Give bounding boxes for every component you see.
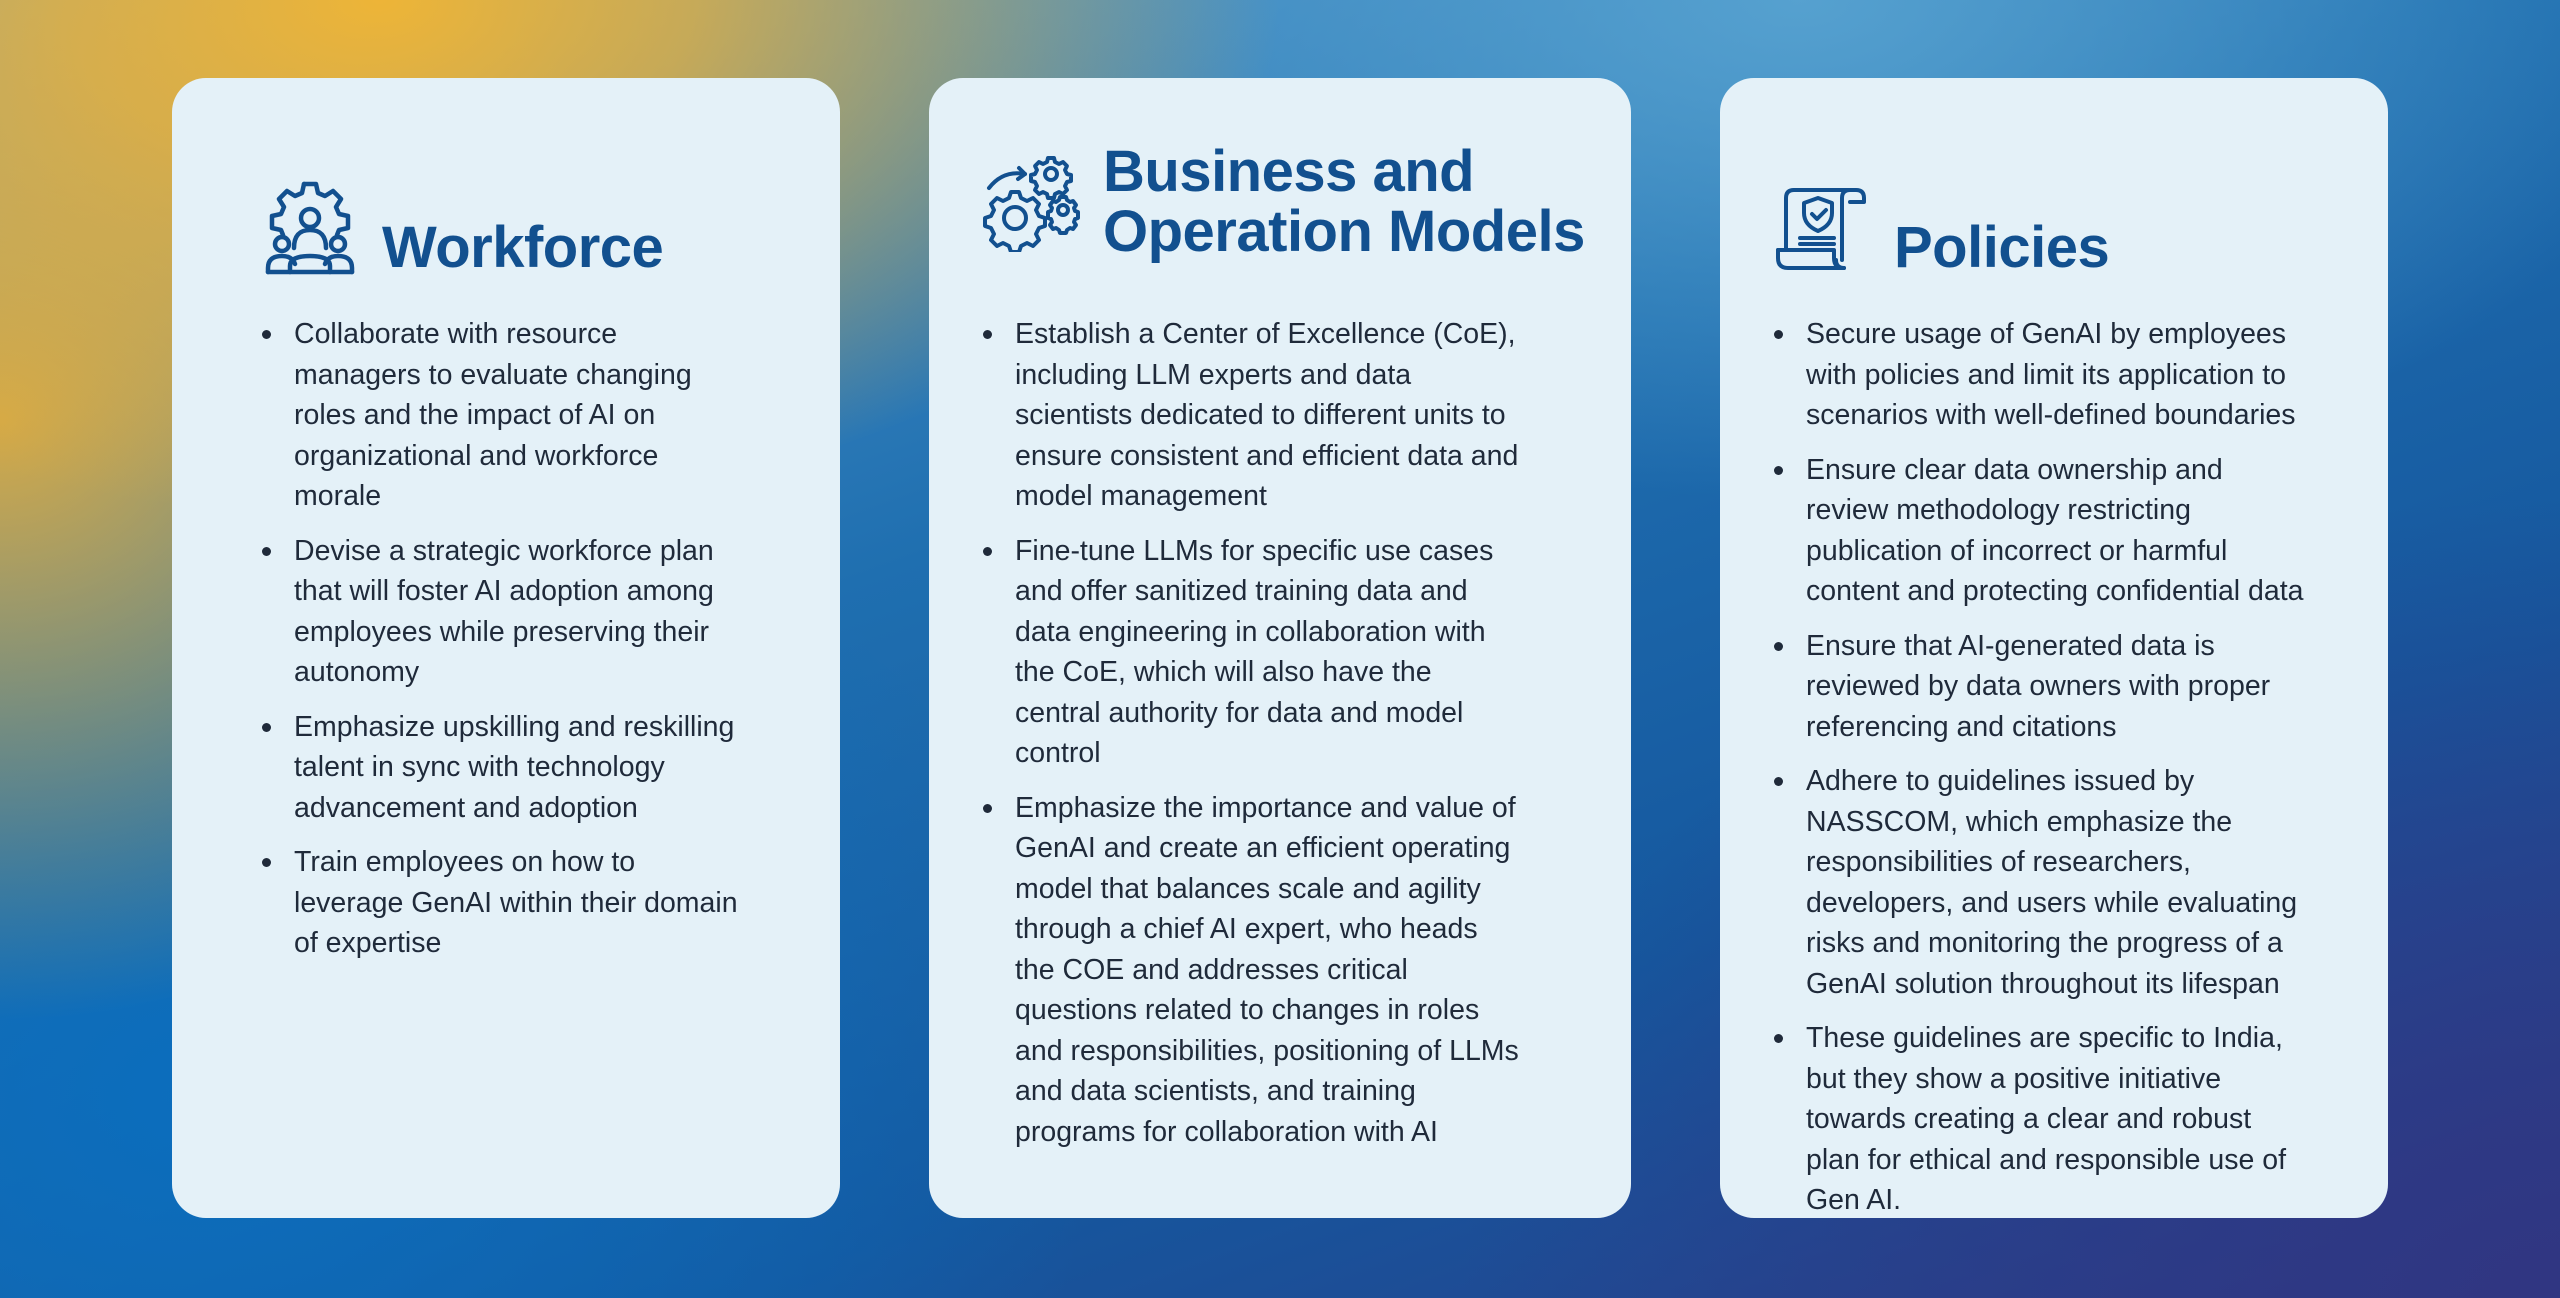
list-item: Devise a strategic workforce plan that will foster AI adoption among employees while preserving their autonomy bbox=[260, 531, 740, 693]
list-item: Emphasize the importance and value of GenAI and create an efficient operating model that balances scale and agility through a chief AI expert, who heads the COE and addresses critical questions related to changes in roles and responsibilities, positioning of LLMs and data scientists, and training programs for collaboration with AI bbox=[981, 788, 1521, 1153]
policies-card bbox=[1720, 78, 2388, 1218]
policy-scroll-shield-icon bbox=[1772, 178, 1872, 278]
business-list bbox=[981, 314, 1521, 1166]
list-item: Train employees on how to leverage GenAI within their domain of expertise bbox=[260, 842, 740, 964]
list-item: Emphasize upskilling and reskilling talent in sync with technology advancement and adoption bbox=[260, 707, 740, 829]
policies-title: Policies bbox=[1894, 215, 2110, 280]
list-item: Secure usage of GenAI by employees with policies and limit its application to scenarios with well-defined boundaries bbox=[1772, 314, 2312, 436]
workforce-title: Workforce bbox=[382, 215, 664, 280]
workforce-card bbox=[172, 78, 840, 1218]
workforce-list bbox=[260, 314, 740, 978]
business-title: Business and Operation Models bbox=[1103, 139, 1585, 264]
business-header bbox=[981, 139, 1585, 264]
list-item: Ensure that AI-generated data is reviewed by data owners with proper referencing and citations bbox=[1772, 626, 2312, 748]
business-card bbox=[929, 78, 1631, 1218]
workforce-gear-people-icon bbox=[260, 178, 360, 278]
list-item: Adhere to guidelines issued by NASSCOM, which emphasize the responsibilities of researchers, developers, and users while evaluating risks and monitoring the progress of a GenAI solution throughout its lifespan bbox=[1772, 761, 2312, 1004]
list-item: Collaborate with resource managers to evaluate changing roles and the impact of AI on organizational and workforce morale bbox=[260, 314, 740, 517]
list-item: Ensure clear data ownership and review methodology restricting publication of incorrect or harmful content and protecting confidential data bbox=[1772, 450, 2312, 612]
list-item: Establish a Center of Excellence (CoE), including LLM experts and data scientists dedicated to different units to ensure consistent and efficient data and model management bbox=[981, 314, 1521, 517]
workforce-header bbox=[260, 178, 663, 278]
list-item: These guidelines are specific to India, but they show a positive initiative towards creating a clear and robust plan for ethical and responsible use of Gen AI. bbox=[1772, 1018, 2312, 1221]
list-item: Fine-tune LLMs for specific use cases and offer sanitized training data and data engineering in collaboration with the CoE, which will also have the central authority for data and model control bbox=[981, 531, 1521, 774]
gears-icon bbox=[981, 152, 1081, 252]
policies-header bbox=[1772, 178, 2109, 278]
policies-list bbox=[1772, 314, 2312, 1235]
